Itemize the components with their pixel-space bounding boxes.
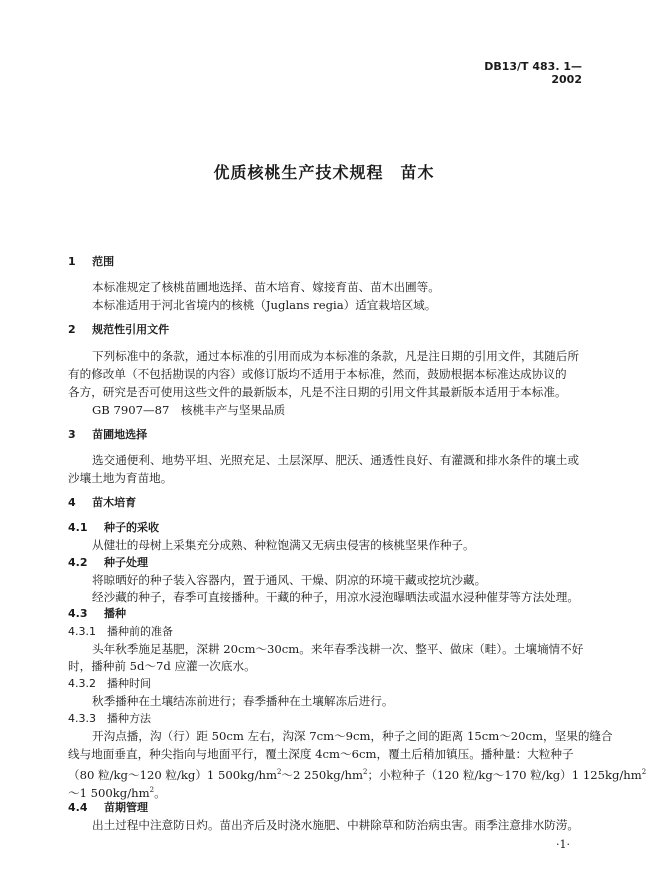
page-number: ·1·: [556, 838, 570, 851]
paragraph-line: 开沟点播，沟（行）距 50cm 左右，沟深 7cm～9cm，种子之间的距离 15cm～20cm，坚果的缝合: [92, 729, 613, 743]
section-title: 范围: [92, 255, 115, 268]
subsection-number: 4.2: [68, 556, 88, 569]
subsection-4-3-heading: [68, 607, 126, 621]
paragraph-line: 时，播种前 5d～7d 应灌一次底水。: [68, 659, 256, 673]
subsection-number: 4.1: [68, 521, 88, 534]
subsection-title: 播种: [104, 607, 126, 620]
subsection-title: 播种时间: [107, 677, 151, 690]
superscript: 2: [149, 786, 155, 794]
standard-number: DB13/T 483. 1—2002: [484, 60, 582, 86]
subsection-title: 播种前的准备: [107, 625, 173, 638]
paragraph-line: [68, 783, 166, 800]
paragraph: 将晾晒好的种子装入容器内，置于通风、干燥、阴凉的环境干藏或挖坑沙藏。: [92, 573, 487, 587]
paragraph-line: 下列标准中的条款，通过本标准的引用而成为本标准的条款，凡是注日期的引用文件，其随后所: [92, 349, 579, 363]
subsection-number: 4.3.1: [68, 625, 96, 638]
subsection-title: 种子的采收: [104, 521, 159, 534]
section-2-heading: [68, 323, 169, 337]
subsection-4-1-heading: [68, 521, 159, 535]
section-number: 1: [68, 255, 76, 268]
paragraph-line: 秋季播种在土壤结冻前进行；春季播种在土壤解冻后进行。: [92, 694, 394, 708]
paragraph-line: [68, 765, 646, 782]
reference-item: GB 7907—87 核桃丰产与坚果品质: [92, 403, 286, 417]
section-title: 苗木培育: [92, 496, 137, 509]
paragraph-line: 各方，研究是否可使用这些文件的最新版本，凡是不注日期的引用文件其最新版本适用于本标准。: [68, 385, 567, 399]
paragraph-line: 沙壤土地为育苗地。: [68, 471, 173, 485]
text-run: ～2 250kg/hm: [281, 767, 364, 782]
subsection-title: 种子处理: [104, 556, 148, 569]
section-1-heading: [68, 255, 114, 269]
text-run: （80 粒/kg～120 粒/kg）1 500kg/hm: [68, 767, 277, 782]
paragraph: 本标准适用于河北省境内的核桃（Juglans regia）适宜栽培区域。: [92, 298, 437, 312]
paragraph-line: 头年秋季施足基肥，深耕 20cm～30cm。来年春季浅耕一次、整平、做床（畦）。土壤墒情不好: [92, 642, 584, 656]
document-title: 优质核桃生产技术规程 苗木: [213, 163, 435, 182]
section-number: 4: [68, 496, 76, 509]
section-3-heading: [68, 428, 147, 442]
superscript: 2: [363, 768, 368, 776]
subsection-number: 4.3.3: [68, 712, 96, 725]
subsection-title: 苗期管理: [104, 801, 148, 814]
paragraph-line: 有的修改单（不包括勘误的内容）或修订版均不适用于本标准，然而，鼓励根据本标准达成协议的: [68, 367, 567, 381]
section-number: 2: [68, 323, 76, 336]
section-4-heading: [68, 496, 136, 510]
subsection-number: 4.4: [68, 801, 88, 814]
paragraph: 经沙藏的种子，春季可直接播种。干藏的种子，用凉水浸泡曝晒法或温水浸种催芽等方法处理。: [92, 590, 579, 604]
superscript: 2: [641, 768, 647, 776]
section-title: 苗圃地选择: [92, 428, 148, 441]
section-title: 规范性引用文件: [92, 323, 170, 336]
paragraph: 出土过程中注意防日灼。苗出齐后及时浇水施肥、中耕除草和防治病虫害。雨季注意排水防涝。: [92, 818, 579, 832]
subsection-4-3-2-heading: [68, 677, 151, 691]
subsection-number: 4.3.2: [68, 677, 96, 690]
text-run: ；小粒种子（120 粒/kg～170 粒/kg）1 125kg/hm: [367, 767, 642, 782]
subsection-title: 播种方法: [107, 712, 151, 725]
subsection-4-4-heading: [68, 801, 148, 815]
paragraph: 本标准规定了核桃苗圃地选择、苗木培育、嫁接育苗、苗木出圃等。: [92, 280, 440, 294]
superscript: 2: [276, 768, 282, 776]
subsection-4-2-heading: [68, 556, 148, 570]
section-number: 3: [68, 428, 76, 441]
subsection-number: 4.3: [68, 607, 88, 620]
paragraph: 从健壮的母树上采集充分成熟、种粒饱满又无病虫侵害的核桃坚果作种子。: [92, 538, 475, 552]
paragraph-line: 线与地面垂直，种尖指向与地面平行，覆土深度 4cm～6cm，覆土后稍加镇压。播种量：大粒种子: [68, 747, 574, 761]
subsection-4-3-3-heading: [68, 712, 151, 726]
subsection-4-3-1-heading: [68, 625, 173, 639]
paragraph-line: 选交通便利、地势平坦、光照充足、土层深厚、肥沃、通透性良好、有灌溉和排水条件的壤土或: [92, 453, 579, 467]
text-run: 。: [154, 785, 166, 800]
text-run: ～1 500kg/hm: [68, 785, 150, 800]
